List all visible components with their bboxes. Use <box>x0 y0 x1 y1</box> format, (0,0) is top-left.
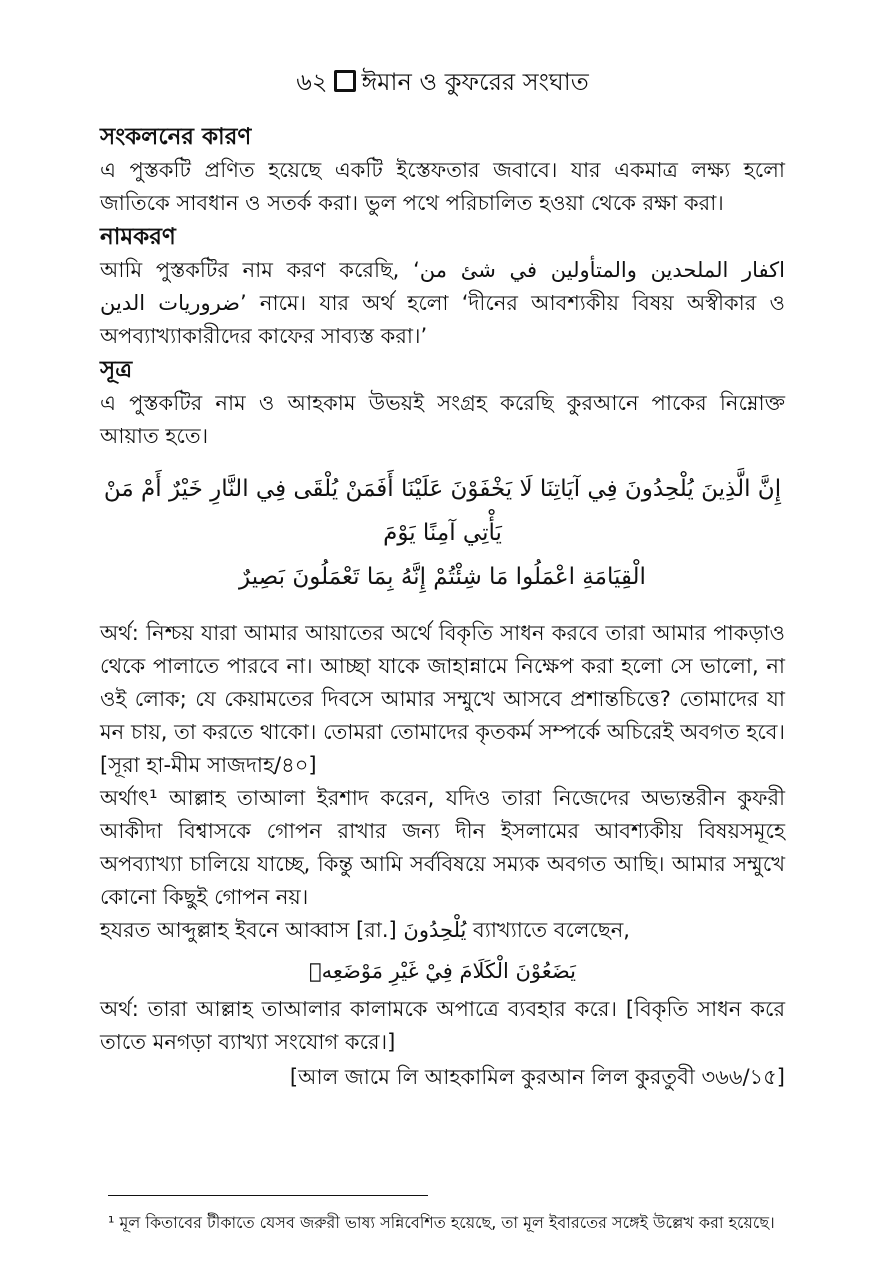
heading-reason: সংকলনের কারণ <box>100 124 252 150</box>
arabic-word: يُلْحِدُونَ <box>403 918 467 942</box>
square-bullet-icon <box>334 70 356 92</box>
heading-source: সূত্র <box>100 357 133 383</box>
paragraph-source: এ পুস্তকটির নাম ও আহকাম উভয়ই সংগ্রহ করেছি কুরআনে পাকের নিম্নোক্ত আয়াত হতে। <box>100 391 785 448</box>
verse-line-1: إِنَّ الَّذِينَ يُلْحِدُونَ فِي آيَاتِنَا لَا يَخْفَوْنَ عَلَيْنَا أَفَمَنْ يُلْقَى فِي النَّارِ خَيْرٌ أَمْ مَنْ يَأْتِي آمِنًا يَوْمَ <box>103 476 782 546</box>
phrase-meaning: অর্থ: তারা আল্লাহ তাআলার কালামকে অপাত্রে ব্যবহার করে। [বিকৃতি সাধন করে তাতে মনগড়া ব্যাখ্যা সংযোগ করে।] <box>100 997 785 1054</box>
naming-text-after: ’ নামে। যার অর্থ হলো ‘দীনের আবশ্যকীয় বিষয় অস্বীকার ও অপব্যাখ্যাকারীদের কাফের সাব্যস্ত করা।’ <box>100 291 785 348</box>
paragraph-naming <box>100 254 785 353</box>
page-body <box>100 62 785 1095</box>
verse-line-2: الْقِيَامَةِ اعْمَلُوا مَا شِئْتُمْ إِنَّهُ بِمَا تَعْمَلُونَ بَصِيرٌ <box>239 564 646 590</box>
verse-explanation: অর্থাৎ¹ আল্লাহ তাআলা ইরশাদ করেন, যদিও তারা নিজেদের অভ্যন্তরীন কুফরী আকীদা বিশ্বাসকে গোপন রাখার জন্য দীন ইসলামের আবশ্যকীয় বিষয়সমূহে অপব্যাখ্যা চালিয়ে যাচ্ছে, কিন্তু আমি সর্ববিষয়ে সম্যক অবগত আছি। আমার সম্মুখে কোনো কিছুই গোপন নয়। <box>100 786 785 909</box>
paragraph-reason: এ পুস্তকটি প্রণিত হয়েছে একটি ইস্তেফতার জবাবে। যার একমাত্র লক্ষ্য হলো জাতিকে সাবধান ও সতর্ক করা। ভুল পথে পরিচালিত হওয়া থেকে রক্ষা করা। <box>100 158 785 215</box>
heading-naming: নামকরণ <box>100 224 176 250</box>
running-header <box>100 62 785 102</box>
ibn-abbas-line <box>100 914 785 947</box>
book-title: ঈমান ও কুফরের সংঘাত <box>361 68 589 96</box>
ibn-abbas-after: ব্যাখ্যাতে বলেছেন, <box>466 918 630 942</box>
footnote: ¹ মূল কিতাবের টীকাতে যেসব জরুরী ভাষ্য সন্নিবেশিত হয়েছে, তা মূল ইবারতের সঙ্গেই উল্লেখ করা হয়েছে। <box>108 1213 775 1232</box>
footnote-divider <box>108 1195 428 1196</box>
citation-reference: [আল জামে লি আহকামিল কুরআন লিল কুরতুবী ৩৬৬/১৫] <box>289 1065 785 1089</box>
naming-text-before: আমি পুস্তকটির নাম করণ করেছি, ‘ <box>100 258 420 282</box>
verse-translation: অর্থ: নিশ্চয় যারা আমার আয়াতের অর্থে বিকৃতি সাধন করবে তারা আমার পাকড়াও থেকে পালাতে পারবে না। আচ্ছা যাকে জাহান্নামে নিক্ষেপ করা হলো সে ভালো, না ওই লোক; যে কেয়ামতের দিবসে আমার সম্মুখে আসবে প্রশান্তচিত্তে? তোমাদের যা মন চায়, তা করতে থাকো। তোমরা তোমাদের কৃতকর্ম সম্পর্কে অচিরেই অবগত হবে। [সূরা হা-মীম সাজদাহ/৪০] <box>100 621 785 777</box>
ibn-abbas-before: হযরত আব্দুল্লাহ ইবনে আব্বাস [রা.] <box>100 918 404 942</box>
page-number: ৬২ <box>296 68 328 96</box>
arabic-book-title: اكفار الملحدين والمتأولين في شئ من ضروريات الدين <box>100 258 785 315</box>
arabic-phrase: يَضَعُوْنَ الْكَلَامَ فِيْ غَيْرِ مَوْضَعِهٖ <box>309 959 576 983</box>
quran-verse <box>100 467 785 599</box>
